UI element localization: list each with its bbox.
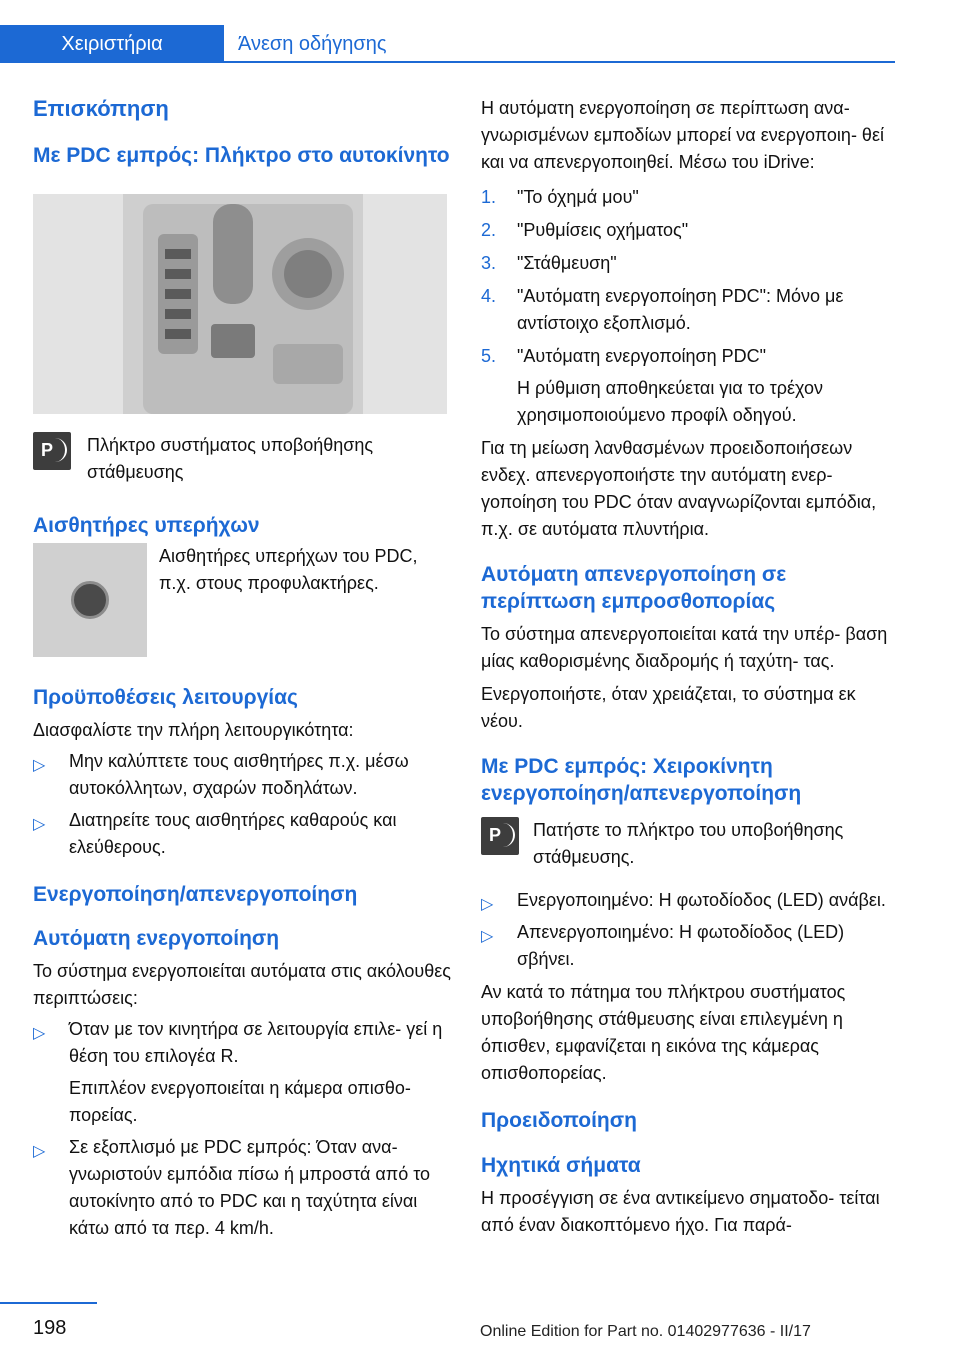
auto-activation-text: Το σύστημα ενεργοποιείται αυτόματα στις ακόλουθες περιπτώσεις: <box>33 961 451 1008</box>
reverse-gear-text: Αν κατά το πάτημα του πλήκτρου συστήματος υποβοήθησης στάθμευσης είναι επιλεγμένη η όπισθεν, εμφανίζεται η εικόνα της κάμερας οπισθοπορείας. <box>481 982 846 1083</box>
acoustic-signals-heading: Ηχητικά σήματα <box>481 1154 641 1177</box>
list-item: ▷ Όταν με τον κινητήρα σε λειτουργία επιλε- γεί η θέση του επιλογέα R. Επιπλέον ενεργοποιείται η κάμερα οπισθο- πορείας. <box>33 1016 453 1129</box>
edition-text: Online Edition for Part no. 01402977636 - II/17 <box>480 1323 811 1340</box>
bullet-icon: ▷ <box>481 896 494 913</box>
bullet-icon: ▷ <box>33 1143 46 1160</box>
auto-activation-heading: Αυτόματη ενεργοποίηση <box>33 927 280 950</box>
reactivate-text: Ενεργοποιήστε, όταν χρειάζεται, το σύστημα εκ νέου. <box>481 684 856 731</box>
false-alarm-text: Για τη μείωση λανθασμένων προειδοποιήσεων ενδεχ. απενεργοποιήστε την αυτόματη ενερ- γοποίηση του PDC όταν αναγνωρίζονται εμπόδια, π.χ. σε αυτόματα πλυντήρια. <box>481 438 877 539</box>
acoustic-signals-text: Η προσέγγιση σε ένα αντικείμενο σηματοδο- τείται από έναν διακοπτόμενο ήχο. Για παρά- <box>481 1188 880 1235</box>
tab-driving-comfort[interactable]: Άνεση οδήγησης <box>238 33 387 55</box>
pdc-button-caption: Πλήκτρο συστήματος υποβοήθησης στάθμευσης <box>87 435 374 482</box>
list-item: ▷ Διατηρείτε τους αισθητήρες καθαρούς και ελεύθερους. <box>33 810 397 857</box>
footer-divider <box>0 1302 97 1304</box>
step-item: 2. "Ρυθμίσεις οχήματος" <box>481 220 689 240</box>
step-item: 5. "Αυτόματη ενεργοποίηση PDC" Η ρύθμιση αποθηκεύεται για το τρέχον χρησιμοποιούμενο προφίλ οδηγού. <box>481 343 901 429</box>
prerequisites-text: Διασφαλίστε την πλήρη λειτουργικότητα: <box>33 720 354 740</box>
sensors-heading: Αισθητήρες υπερήχων <box>33 514 260 537</box>
manual-activation-text: Πατήστε το πλήκτρο του υποβοήθησης στάθμευσης. <box>533 820 844 867</box>
manual-activation-heading: Με PDC εμπρός: Χειροκίνητη ενεργοποίηση/απενεργοποίηση <box>481 755 802 805</box>
list-item: ▷ Ενεργοποιημένο: Η φωτοδίοδος (LED) ανάβει. <box>481 887 901 914</box>
bullet-icon: ▷ <box>33 1025 46 1042</box>
step-item: 1. "Το όχημά μου" <box>481 187 639 207</box>
header-divider <box>224 61 895 63</box>
auto-deactivation-heading: Αυτόματη απενεργοποίηση σε περίπτωση εμπροσθοπορίας <box>481 563 787 613</box>
idrive-steps-list <box>481 184 901 429</box>
warning-heading: Προειδοποίηση <box>481 1109 637 1132</box>
activation-heading: Ενεργοποίηση/απενεργοποίηση <box>33 883 358 906</box>
bullet-icon: ▷ <box>33 757 46 774</box>
center-console-image <box>33 194 447 414</box>
prerequisites-heading: Προϋποθέσεις λειτουργίας <box>33 686 298 709</box>
tab-controls[interactable]: Χειριστήρια <box>0 25 224 63</box>
ultrasonic-sensor-image <box>33 543 147 657</box>
sensor-icon <box>71 581 109 619</box>
list-item: ▷ Μην καλύπτετε τους αισθητήρες π.χ. μέσω αυτοκόλλητων, σχαρών ποδηλάτων. <box>33 751 409 798</box>
step-item: 3. "Στάθμευση" <box>481 253 617 273</box>
step-extra-text: Η ρύθμιση αποθηκεύεται για το τρέχον χρησιμοποιούμενο προφίλ οδηγού. <box>517 378 823 425</box>
bullet-icon: ▷ <box>481 928 494 945</box>
center-console-illustration <box>33 194 447 414</box>
auto-deactivation-text: Το σύστημα απενεργοποιείται κατά την υπέρ- βαση μίας καθορισμένης διαδρομής ή ταχύτη- τας. <box>481 624 888 671</box>
page-header <box>0 0 895 63</box>
bullet-extra-text: Επιπλέον ενεργοποιείται η κάμερα οπισθο- πορείας. <box>69 1078 411 1125</box>
auto-activation-intro: Η αυτόματη ενεργοποίηση σε περίπτωση ανα- γνωρισμένων εμποδίων μπορεί να ενεργοποιη- θεί και να απενεργοποιηθεί. Μέσω του iDrive: <box>481 98 884 172</box>
list-item: ▷ Σε εξοπλισμό με PDC εμπρός: Όταν ανα- γνωριστούν εμπόδια πίσω ή μπροστά από το αυτοκίνητο από το PDC και η ταχύτητα είναι κάτω από τα περ. 4 km/h. <box>33 1137 431 1238</box>
overview-heading: Επισκόπηση <box>33 96 169 121</box>
pdc-parking-icon: P <box>33 432 71 470</box>
sensors-text: Αισθητήρες υπερήχων του PDC, π.χ. στους προφυλακτήρες. <box>159 546 418 593</box>
left-column <box>33 95 453 1242</box>
list-item: ▷ Απενεργοποιημένο: Η φωτοδίοδος (LED) σβήνει. <box>481 922 845 969</box>
right-column <box>481 95 901 1239</box>
step-item: 4. "Αυτόματη ενεργοποίηση PDC": Μόνο με αντίστοιχο εξοπλισμό. <box>481 286 844 333</box>
pdc-button-heading: Με PDC εμπρός: Πλήκτρο στο αυτοκίνητο <box>33 144 450 167</box>
page-number: 198 <box>33 1317 67 1339</box>
pdc-parking-icon: P <box>481 817 519 855</box>
bullet-icon: ▷ <box>33 816 46 833</box>
